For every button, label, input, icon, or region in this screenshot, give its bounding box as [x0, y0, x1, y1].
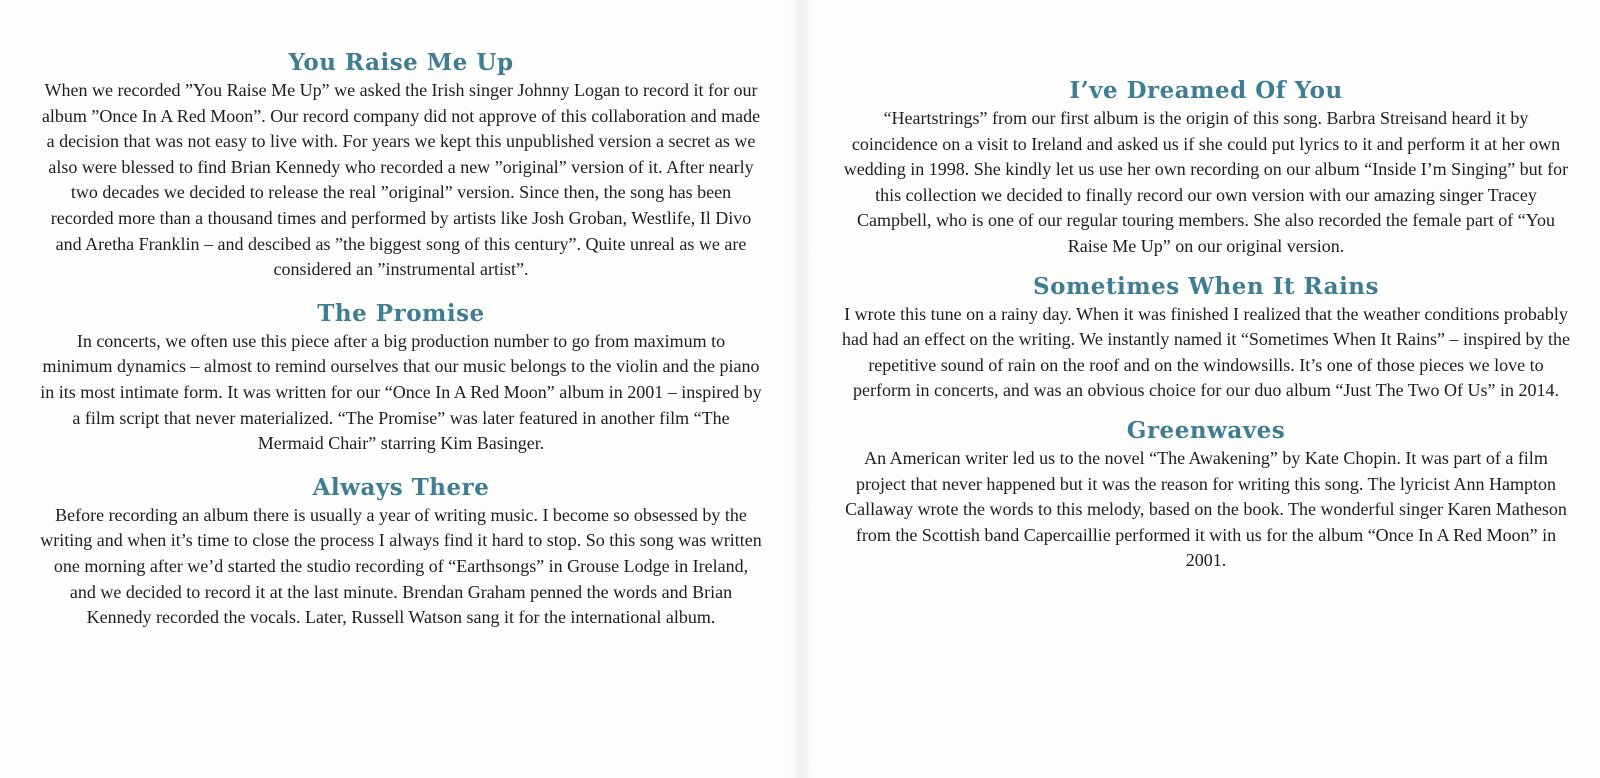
section-ive-dreamed-of-you — [842, 76, 1570, 260]
section-title: The Promise — [317, 299, 485, 327]
section-body: Before recording an album there is usually a year of writing music. I become so obsessed by the writing and when it’s time to close the process I always find it hard to stop. So this song was written one morning after we’d started the studio recording of “Earthsongs” in Grouse Lodge in Ireland, and we decided to record it at the last minute. Brendan Graham penned the words and Brian Kennedy recorded the vocals. Later, Russell Watson sang it for the international album. — [40, 504, 762, 628]
section-sometimes-when-it-rains — [842, 272, 1570, 404]
section-body: I wrote this tune on a rainy day. When it was finished I realized that the weather conditions probably had had an effect on the writing. We instantly named it “Sometimes When It Rains” – inspired by the repetitive sound of rain on the roof and on the windowsills. It’s one of those pieces we love to perform in concerts, and was an obvious choice for our duo album “Just The Two Of Us” in 2014. — [842, 303, 1570, 401]
section-title: Always There — [312, 473, 490, 501]
section-title: Greenwaves — [1126, 416, 1286, 444]
section-title: Sometimes When It Rains — [1033, 272, 1379, 300]
section-greenwaves — [842, 416, 1570, 574]
section-body: In concerts, we often use this piece after a big production number to go from maximum to minimum dynamics – almost to remind ourselves that our music belongs to the violin and the piano in its most intimate form. It was written for our “Once In A Red Moon” album in 2001 – inspired by a film script that never materialized. “The Promise” was later featured in another film “The Mermaid Chair” starring Kim Basinger. — [40, 330, 762, 454]
page-gutter — [790, 0, 812, 778]
left-page — [0, 0, 790, 778]
section-you-raise-me-up — [40, 48, 762, 283]
section-body: “Heartstrings” from our first album is the origin of this song. Barbra Streisand heard it by coincidence on a visit to Ireland and asked us if she could put lyrics to it and perform it at her own wedding in 1998. She kindly let us use her own recording on our album “Inside I’m Singing” but for this collection we decided to finally record our own version with our amazing singer Tracey Campbell, who is one of our regular touring members. She also recorded the female part of “You Raise Me Up” on our original version. — [843, 108, 1569, 256]
section-the-promise — [40, 299, 762, 457]
section-body: An American writer led us to the novel “The Awakening” by Kate Chopin. It was part of a film project that never happened but it was the reason for writing this song. The lyricist Ann Hampton Callaway wrote the words to this melody, based on the book. The wonderful singer Karen Matheson from the Scottish band Capercaillie performed it with us for the album “Once In A Red Moon” in 2001. — [845, 447, 1567, 571]
right-page — [812, 0, 1600, 778]
section-title: You Raise Me Up — [288, 49, 514, 76]
section-always-there — [40, 473, 762, 631]
section-title: I’ve Dreamed Of You — [1069, 77, 1343, 104]
section-body: When we recorded ”You Raise Me Up” we asked the Irish singer Johnny Logan to record it for our album ”Once In A Red Moon”. Our record company did not approve of this collaboration and made a decision that was not easy to live with. For years we kept this unpublished version a secret as we also were blessed to find Brian Kennedy who recorded a new ”original” version of it. After nearly two decades we decided to release the real ”original” version. Since then, the song has been recorded more than a thousand times and performed by artists like Josh Groban, Westlife, Il Divo and Aretha Franklin – and descibed as ”the biggest song of this century”. Quite unreal as we are considered an ”instrumental artist”. — [41, 80, 761, 280]
